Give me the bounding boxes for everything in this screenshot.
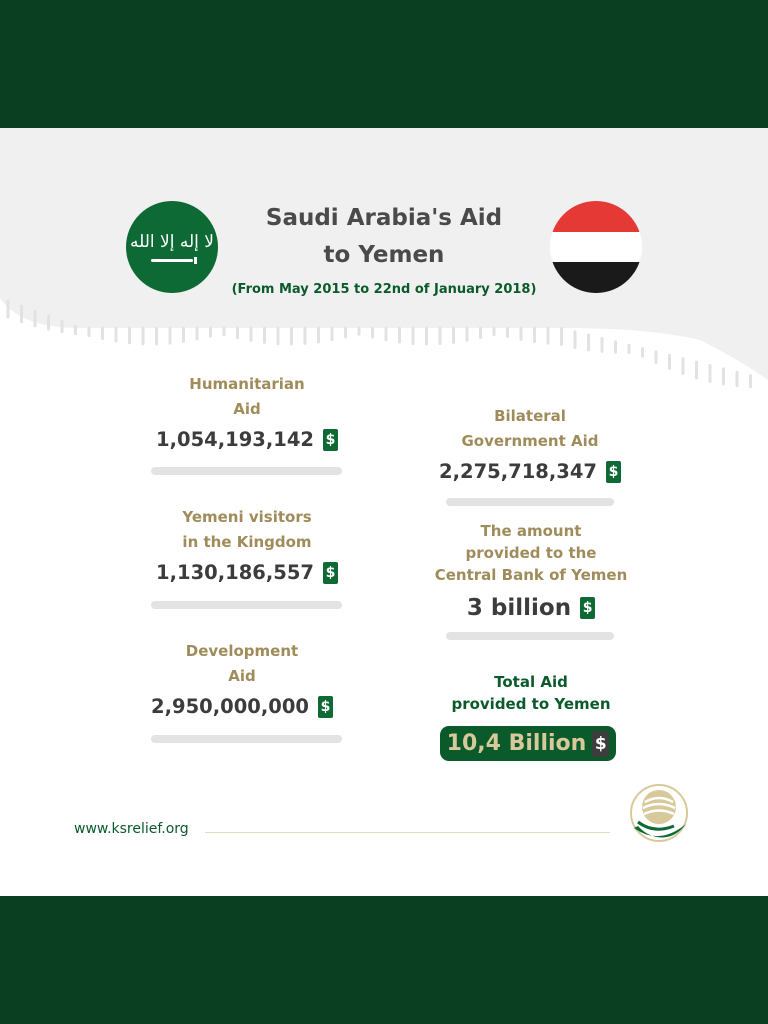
ksrelief-logo [624, 780, 694, 850]
stat-value: 2,950,000,000 [151, 695, 309, 718]
stat-label: Aid [233, 400, 261, 418]
title-line2: to Yemen [323, 242, 445, 268]
stat-total-aid [430, 671, 632, 715]
stat-label: Government Aid [461, 432, 599, 450]
stat-value-row [150, 428, 344, 451]
stat-value-row [140, 695, 344, 718]
total-label: provided to Yemen [451, 695, 611, 713]
stat-value-row [424, 595, 638, 621]
footer-divider [205, 832, 610, 833]
stat-development-aid [140, 639, 344, 718]
stat-value-row [432, 460, 628, 483]
yemen-flag [550, 201, 642, 293]
separator-bar [151, 735, 342, 743]
total-value-pill [440, 726, 616, 761]
stat-bilateral-government-aid [432, 404, 628, 483]
stat-label: Yemeni visitors [182, 508, 312, 526]
saudi-flag [126, 201, 218, 293]
dollar-icon: $ [318, 696, 333, 718]
stat-value: 3 billion [466, 595, 572, 621]
title-line1: Saudi Arabia's Aid [265, 205, 503, 231]
dollar-icon: $ [580, 597, 595, 619]
stat-label: Development [185, 642, 299, 660]
stat-central-bank [424, 520, 638, 621]
total-value: 10,4 Billion [446, 731, 587, 756]
stat-value-row [150, 561, 344, 584]
stat-humanitarian-aid [150, 372, 344, 451]
website-link[interactable]: www.ksrelief.org [74, 821, 189, 837]
total-label: Total Aid [494, 673, 568, 691]
dollar-icon: $ [323, 429, 338, 451]
stat-label: in the Kingdom [182, 533, 312, 551]
stat-yemeni-visitors [150, 505, 344, 584]
separator-bar [446, 632, 614, 640]
stat-value: 1,054,193,142 [156, 428, 314, 451]
dollar-icon: $ [323, 562, 338, 584]
stat-label: Aid [228, 667, 256, 685]
stat-label: The amount [480, 522, 582, 540]
stat-label: Bilateral [494, 407, 566, 425]
saudi-flag-script: لا إله إلا الله [130, 232, 214, 252]
yemen-flag-white [550, 232, 642, 263]
page-subtitle: (From May 2015 to 22nd of January 2018) [231, 282, 537, 297]
stat-value: 2,275,718,347 [439, 460, 597, 483]
dollar-icon: $ [606, 461, 621, 483]
sword-icon [151, 259, 193, 262]
top-band [0, 0, 768, 128]
separator-bar [151, 601, 342, 609]
stat-value: 1,130,186,557 [156, 561, 314, 584]
stat-label: provided to the [465, 544, 597, 562]
separator-bar [446, 498, 614, 506]
bottom-band [0, 896, 768, 1024]
page-title [230, 200, 538, 274]
stat-label: Central Bank of Yemen [434, 566, 628, 584]
dollar-icon: $ [592, 731, 609, 757]
stat-label: Humanitarian [189, 375, 305, 393]
separator-bar [151, 467, 342, 475]
